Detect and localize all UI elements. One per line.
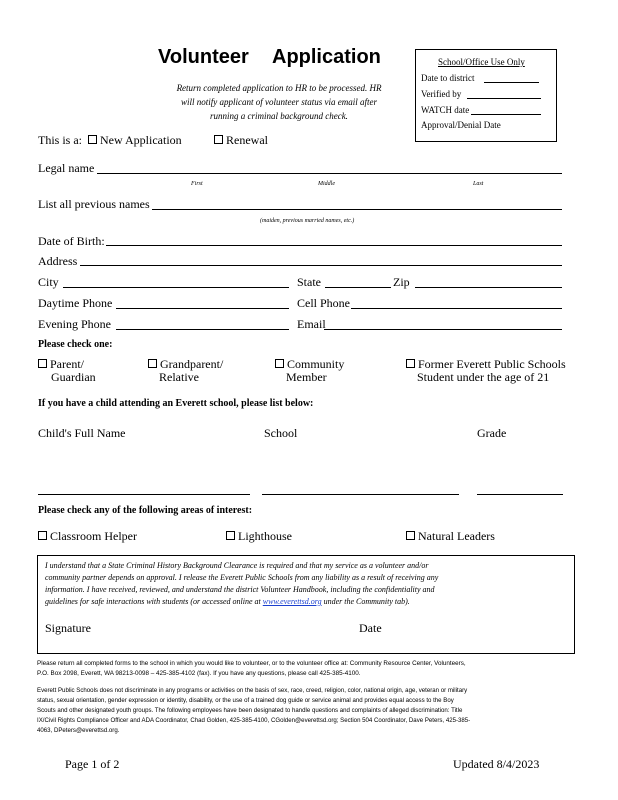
interest-label: Classroom Helper <box>50 529 137 543</box>
school-header: School <box>264 426 298 440</box>
please-check-label: Please check one: <box>38 339 113 350</box>
option-label: New Application <box>100 133 182 147</box>
cell-phone-input[interactable] <box>351 308 562 309</box>
previous-names-input[interactable] <box>152 209 562 210</box>
return-note-line: P.O. Box 2098, Everett, WA 98213-0098 – 425-385-4102 (fax). If you have any questions, please call 425-385-4100. <box>37 670 361 677</box>
role-label: Guardian <box>51 370 96 384</box>
nondiscrimination-line: status, sexual orientation, gender expression or identity, disability, or the use of a trained dog guide or service animal and provides equal access to the Boy <box>37 697 454 704</box>
role-grandparent-option[interactable] <box>148 358 223 384</box>
dob-label: Date of Birth: <box>38 234 105 248</box>
page-number: Page 1 of 2 <box>65 757 120 771</box>
office-use-heading: School/Office Use Only <box>438 57 525 67</box>
child-name-input[interactable] <box>38 494 250 495</box>
last-name-hint: Last <box>473 181 484 187</box>
cell-phone-label: Cell Phone <box>297 296 350 310</box>
child-prompt: If you have a child attending an Everett school, please list below: <box>38 398 314 409</box>
grade-header: Grade <box>477 426 507 440</box>
previous-names-label: List all previous names <box>38 197 150 211</box>
office-field-line[interactable] <box>471 114 541 115</box>
role-label: Member <box>286 370 327 384</box>
nondiscrimination-line: Scouts and other designated youth groups. The following employees have been designated to handle questions and complaints of alleged discrimination: Title <box>37 707 463 714</box>
legal-name-label: Legal name <box>38 161 95 175</box>
zip-label: Zip <box>393 275 410 289</box>
state-label: State <box>297 275 321 289</box>
consent-line: guidelines for safe interactions with students (or accessed online at <box>45 597 261 606</box>
address-input[interactable] <box>80 265 562 266</box>
interest-label: Natural Leaders <box>418 529 495 543</box>
evening-phone-label: Evening Phone <box>38 317 111 331</box>
role-label: Parent/ <box>50 357 84 371</box>
role-community-option[interactable] <box>275 358 344 384</box>
role-label: Student under the age of 21 <box>417 370 550 384</box>
email-input[interactable] <box>324 329 562 330</box>
updated-date: Updated 8/4/2023 <box>453 757 540 771</box>
consent-text <box>45 560 438 608</box>
consent-line: community partner depends on approval. I release the Everett Public Schools from any liability as a result of receiving any <box>45 573 439 582</box>
everettsd-link[interactable]: www.everettsd.org <box>262 597 322 606</box>
nondiscrimination-statement <box>37 686 470 736</box>
checkbox-icon[interactable] <box>214 135 223 144</box>
office-field-line[interactable] <box>467 98 541 99</box>
instructions-line: Return completed application to HR to be processed. HR <box>176 83 382 93</box>
new-application-option[interactable] <box>88 133 182 148</box>
dob-input[interactable] <box>106 245 562 246</box>
renewal-option[interactable] <box>214 133 268 148</box>
office-field-label: WATCH date <box>421 105 470 115</box>
instructions-line: will notify applicant of volunteer status via email after <box>181 97 377 107</box>
checkbox-icon[interactable] <box>226 531 235 540</box>
return-note-line: Please return all completed forms to the school in which you would like to volunteer, or to the volunteer office at: Community Resource Center, Volunteers, <box>37 660 466 667</box>
return-note <box>37 659 466 679</box>
role-label: Grandparent/ <box>160 357 224 371</box>
legal-name-input[interactable] <box>97 173 562 174</box>
child-school-input[interactable] <box>262 494 459 495</box>
checkbox-icon[interactable] <box>148 359 157 368</box>
office-field-label: Date to district <box>421 73 475 83</box>
role-former-student-option[interactable] <box>406 358 566 384</box>
interest-classroom-helper-option[interactable] <box>38 529 137 544</box>
checkbox-icon[interactable] <box>38 359 47 368</box>
first-name-hint: First <box>191 181 203 187</box>
email-label: Email <box>297 317 326 331</box>
state-input[interactable] <box>325 287 391 288</box>
date-label: Date <box>359 621 382 635</box>
previous-names-hint: (maiden, previous married names, etc.) <box>260 218 355 224</box>
interest-heading: Please check any of the following areas of interest: <box>38 505 253 516</box>
this-is-label: This is a: <box>38 133 82 147</box>
consent-line: I understand that a State Criminal History Background Clearance is required and that my service as a volunteer and/or <box>45 561 429 570</box>
signature-label: Signature <box>45 621 91 635</box>
consent-line: information. I have received, reviewed, and understand the district Volunteer Handbook, including the confidentiality and <box>45 585 435 594</box>
nondiscrimination-line: 4063, DPeters@everettsd.org. <box>37 727 120 734</box>
instructions <box>162 81 396 123</box>
nondiscrimination-line: IX/Civil Rights Compliance Officer and ADA Coordinator, Chad Golden, 425-385-4100, CGolden@everettsd.org; Section 504 Coordinator, Dave Peters, 425-385- <box>37 717 471 724</box>
checkbox-icon[interactable] <box>406 359 415 368</box>
child-grade-input[interactable] <box>477 494 563 495</box>
role-parent-option[interactable] <box>38 358 96 384</box>
form-title-volunteer: Volunteer <box>158 46 249 68</box>
option-label: Renewal <box>226 133 268 147</box>
office-field-line[interactable] <box>484 82 539 83</box>
role-label: Community <box>287 357 345 371</box>
checkbox-icon[interactable] <box>88 135 97 144</box>
consent-line: under the Community tab). <box>323 597 410 606</box>
address-label: Address <box>38 254 78 268</box>
interest-lighthouse-option[interactable] <box>226 529 292 544</box>
zip-input[interactable] <box>415 287 562 288</box>
daytime-phone-label: Daytime Phone <box>38 296 113 310</box>
form-title-application: Application <box>272 46 381 68</box>
middle-name-hint: Middle <box>318 181 335 187</box>
checkbox-icon[interactable] <box>38 531 47 540</box>
checkbox-icon[interactable] <box>406 531 415 540</box>
instructions-line: running a criminal background check. <box>210 111 348 121</box>
nondiscrimination-line: Everett Public Schools does not discriminate in any programs or activities on the basis of sex, race, creed, religion, color, national origin, age, veteran or military <box>37 687 468 694</box>
checkbox-icon[interactable] <box>275 359 284 368</box>
city-label: City <box>38 275 59 289</box>
office-field-label: Verified by <box>421 89 462 99</box>
interest-natural-leaders-option[interactable] <box>406 529 495 544</box>
interest-label: Lighthouse <box>238 529 292 543</box>
office-field-label: Approval/Denial Date <box>421 120 501 130</box>
role-label: Relative <box>159 370 199 384</box>
city-input[interactable] <box>63 287 289 288</box>
role-label: Former Everett Public Schools <box>418 357 566 371</box>
daytime-phone-input[interactable] <box>116 308 289 309</box>
child-name-header: Child's Full Name <box>38 426 126 440</box>
evening-phone-input[interactable] <box>116 329 289 330</box>
